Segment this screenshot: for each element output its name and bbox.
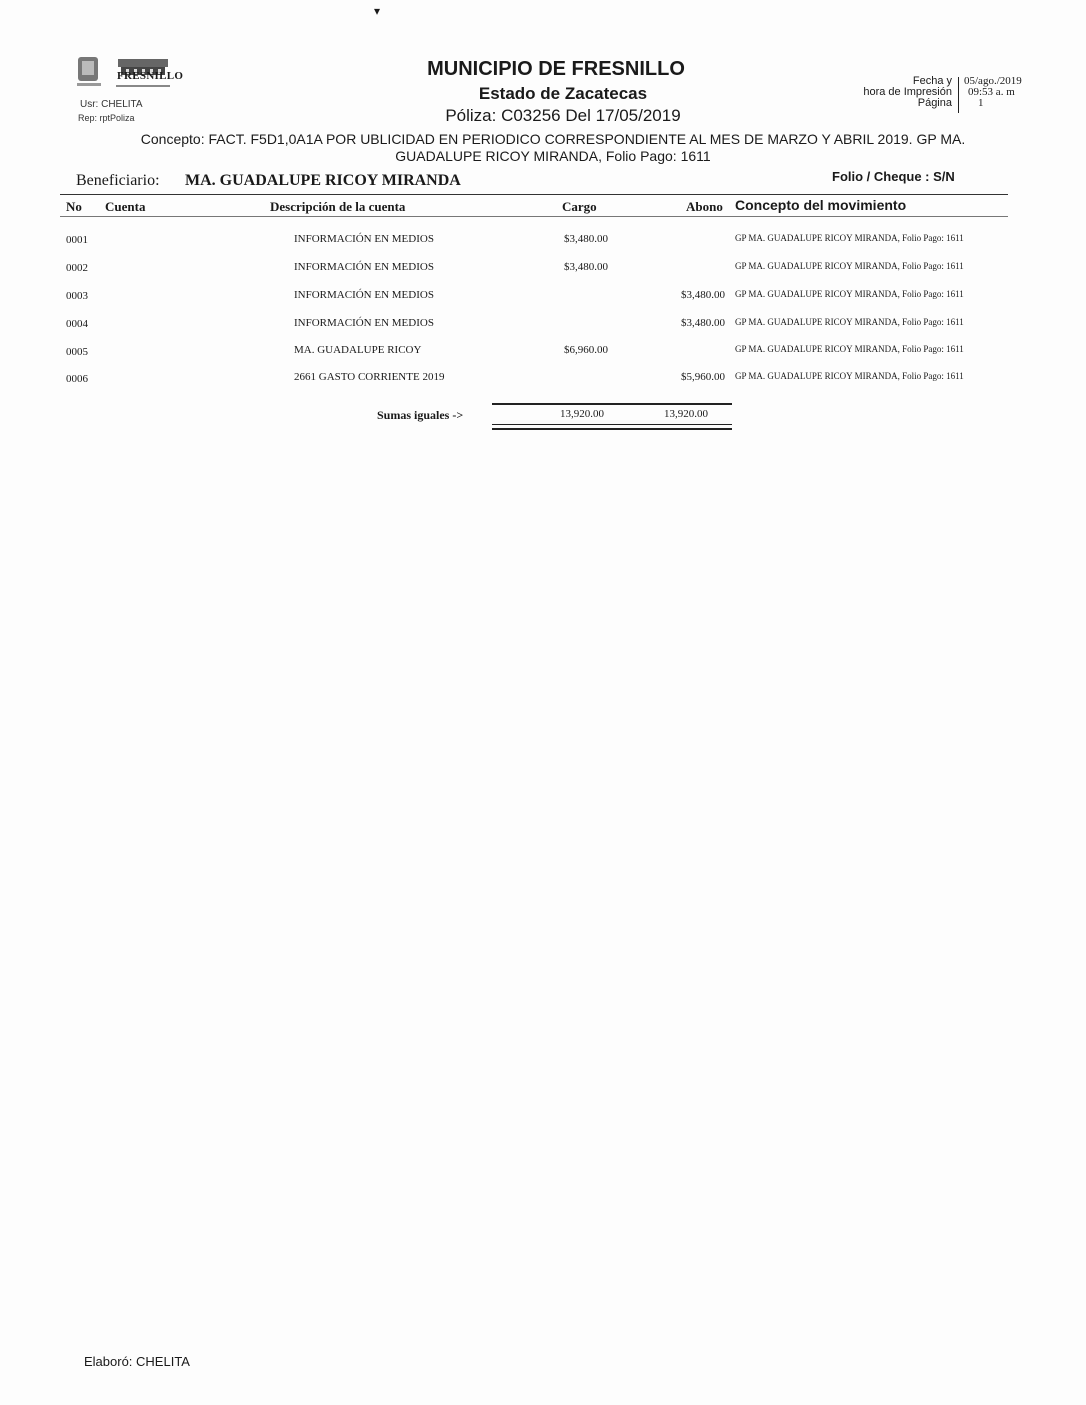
row-concepto: GP MA. GUADALUPE RICOY MIRANDA, Folio Pago: 1611 [735, 261, 964, 271]
poliza-number: Póliza: C03256 Del 17/05/2019 [445, 106, 681, 125]
row-concepto: GP MA. GUADALUPE RICOY MIRANDA, Folio Pago: 1611 [735, 233, 964, 243]
row-no: 0001 [66, 234, 88, 246]
sum-double-rule-1 [492, 424, 732, 425]
sum-double-rule-2 [492, 428, 732, 430]
scan-mark: ▾ [374, 4, 381, 18]
row-cargo: $6,960.00 [564, 344, 608, 356]
logo-text: FRESNILLO [117, 70, 184, 82]
page-number: 1 [978, 97, 984, 109]
col-header-no: No [66, 199, 82, 214]
row-concepto: GP MA. GUADALUPE RICOY MIRANDA, Folio Pago: 1611 [735, 289, 964, 299]
row-concepto: GP MA. GUADALUPE RICOY MIRANDA, Folio Pago: 1611 [735, 317, 964, 327]
col-header-cargo: Cargo [562, 199, 597, 214]
row-abono: $3,480.00 [681, 289, 725, 301]
row-no: 0003 [66, 290, 88, 302]
time-label: hora de Impresión [863, 86, 952, 98]
page-label: Página [917, 97, 952, 109]
sum-top-rule [492, 403, 732, 405]
beneficiary-label: Beneficiario: [76, 172, 160, 189]
row-descripcion: INFORMACIÓN EN MEDIOS [294, 261, 434, 273]
row-descripcion: INFORMACIÓN EN MEDIOS [294, 317, 434, 329]
date-label: Fecha y [912, 75, 952, 87]
row-no: 0002 [66, 262, 88, 274]
print-time: 09:53 a. m [968, 86, 1015, 98]
row-no: 0006 [66, 373, 88, 385]
page-subtitle: Estado de Zacatecas [478, 84, 648, 103]
beneficiary-name: MA. GUADALUPE RICOY MIRANDA [185, 172, 461, 189]
row-descripcion: 2661 GASTO CORRIENTE 2019 [294, 371, 445, 383]
report-label: Rep: rptPoliza [78, 113, 135, 123]
row-descripcion: MA. GUADALUPE RICOY [294, 344, 422, 356]
col-header-concepto: Concepto del movimiento [735, 197, 907, 213]
row-descripcion: INFORMACIÓN EN MEDIOS [294, 233, 434, 245]
row-no: 0004 [66, 318, 88, 330]
sum-label: Sumas iguales -> [377, 408, 464, 422]
row-abono: $3,480.00 [681, 317, 725, 329]
folio-cheque: Folio / Cheque : S/N [832, 169, 955, 184]
concepto-line-1: Concepto: FACT. F5D1,0A1A POR UBLICIDAD EN PERIODICO CORRESPONDIENTE AL MES DE MARZO Y ABRIL 2019. GP MA. [140, 131, 966, 147]
sum-abono: 13,920.00 [664, 408, 708, 420]
row-concepto: GP MA. GUADALUPE RICOY MIRANDA, Folio Pago: 1611 [735, 371, 964, 381]
user-label: Usr: CHELITA [80, 99, 143, 110]
table-header-rule [60, 216, 1008, 217]
row-descripcion: INFORMACIÓN EN MEDIOS [294, 289, 434, 301]
row-cargo: $3,480.00 [564, 233, 608, 245]
row-no: 0005 [66, 346, 88, 358]
print-date: 05/ago./2019 [964, 75, 1022, 87]
row-abono: $5,960.00 [681, 371, 725, 383]
col-header-descripcion: Descripción de la cuenta [270, 199, 406, 214]
col-header-abono: Abono [686, 199, 723, 214]
page-title: MUNICIPIO DE FRESNILLO [427, 58, 685, 80]
col-header-cuenta: Cuenta [105, 199, 146, 214]
table-top-rule [60, 194, 1008, 195]
date-divider [958, 77, 959, 113]
sum-cargo: 13,920.00 [560, 408, 604, 420]
concepto-line-2: GUADALUPE RICOY MIRANDA, Folio Pago: 1611 [395, 148, 711, 164]
row-concepto: GP MA. GUADALUPE RICOY MIRANDA, Folio Pago: 1611 [735, 344, 964, 354]
elaborated-by: Elaboró: CHELITA [84, 1354, 190, 1369]
row-cargo: $3,480.00 [564, 261, 608, 273]
